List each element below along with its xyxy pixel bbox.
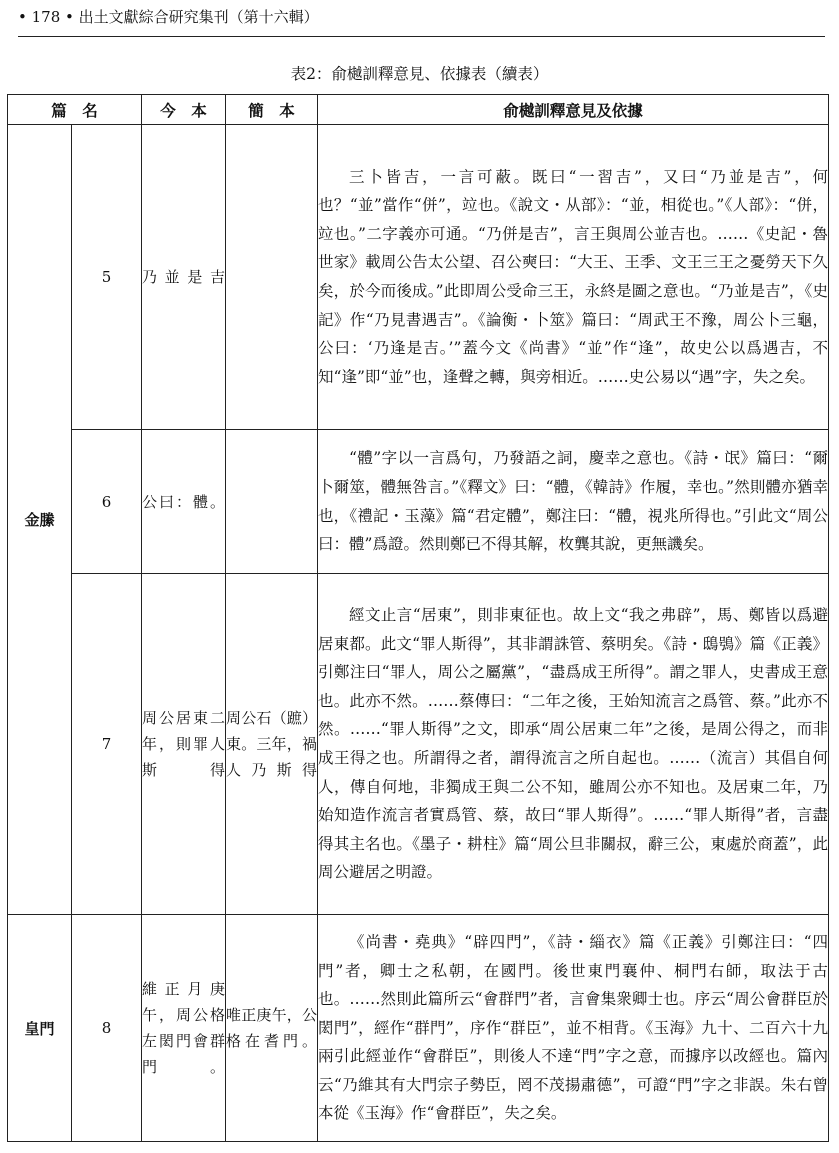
jianben-text [226, 125, 318, 430]
jinben-text: 乃並是吉 [142, 125, 226, 430]
row-number: 8 [72, 915, 142, 1142]
chapter-name-jinteng: 金縢 [8, 125, 72, 915]
opinion-text: “體”字以一言爲句，乃發語之詞，慶幸之意也。《詩・氓》篇曰：“爾卜爾筮，體無咎言。”《釋文》曰：“體，《韓詩》作履，幸也。”然則體亦猶幸也，《禮記・玉藻》篇“君定體”，鄭注曰：“體，視兆所得也。”引此文“周公曰：體”爲證。然則鄭已不得其解，枚龔其說，更無譏矣。 [318, 449, 828, 554]
row-number: 6 [72, 430, 142, 574]
table-header-row [8, 95, 829, 125]
jianben-text: 唯正庚午，公格在耆門。 [226, 915, 318, 1142]
table-row [8, 125, 829, 430]
jinben-text: 維正月庚午，周公格左閎門會群門。 [142, 915, 226, 1142]
table-row [8, 915, 829, 1142]
header-name: 篇 名 [8, 95, 142, 125]
row-number: 5 [72, 125, 142, 430]
jianben-text [226, 430, 318, 574]
header-rule [18, 36, 825, 37]
header-jianben: 簡 本 [226, 95, 318, 125]
table-row [8, 430, 829, 574]
table-row [8, 574, 829, 915]
header-jinben: 今 本 [142, 95, 226, 125]
opinion-cell [318, 915, 829, 1142]
header-opinion: 俞樾訓釋意見及依據 [318, 95, 829, 125]
opinion-text: 三卜皆吉，一言可蔽。既曰“一習吉”，又曰“乃並是吉”，何也？“並”當作“併”，竝也。《說文・从部》：“並，相從也。”《人部》：“併，竝也。”二字義亦可通。“乃併是吉”，言王與周公並吉也。……《史記・魯世家》載周公告太公望、召公奭曰：“大王、王季、文王三王之憂勞天下久矣，於今而後成。”此即周公受命三王，永終是圖之意也。“乃並是吉”，《史記》作“乃見書遇吉”。《論衡・卜筮》篇曰：“周武王不豫，周公卜三龜，公曰：‘乃逢是吉。’”蓋今文《尚書》“並”作“逢”，故史公以爲遇吉，不知“逢”即“並”也，逢聲之轉，與旁相近。……史公易以“遇”字，失之矣。 [318, 167, 828, 386]
opinion-cell [318, 125, 829, 430]
opinion-cell [318, 430, 829, 574]
jinben-text: 周公居東二年，則罪人斯得 [142, 574, 226, 915]
chapter-name-huangmen: 皇門 [8, 915, 72, 1142]
opinion-cell [318, 574, 829, 915]
running-header: • 178 • 出土文獻綜合研究集刊（第十六輯） [18, 8, 319, 26]
opinion-table [7, 94, 829, 1142]
opinion-text: 經文止言“居東”，則非東征也。故上文“我之弗辟”，馬、鄭皆以爲避居東都。此文“罪人斯得”，其非謂誅管、蔡明矣。《詩・鴟鴞》篇《正義》引鄭注曰“罪人，周公之屬黨”，“盡爲成王所得”。謂之罪人，史書成王意也。此亦不然。……蔡傳曰：“二年之後，王始知流言之爲管、蔡。”此亦不然。……“罪人斯得”之文，即承“周公居東二年”之後，是周公得之，而非成王得之也。所謂得之者，謂得流言之所自起也。……（流言）其倡自何人，傳自何地，非獨成王與二公不知，雖周公亦不知也。及居東二年，乃始知造作流言者實爲管、蔡，故曰“罪人斯得”。……“罪人斯得”者，言盡得其主名也。《墨子・耕柱》篇“周公旦非關叔，辭三公，東處於商蓋”，此周公避居之明證。 [318, 606, 828, 882]
jianben-text: 周公石（蹠）東。三年，禍人乃斯得 [226, 574, 318, 915]
jinben-text: 公曰：體。 [142, 430, 226, 574]
opinion-text: 《尚書・堯典》“辟四門”，《詩・緇衣》篇《正義》引鄭注曰：“四門”者，卿士之私朝，在國門。後世東門襄仲、桐門右師，取法于古也。……然則此篇所云“會群門”者，言會集衆卿士也。序云“周公會群臣於閎門”，經作“群門”，序作“群臣”，並不相背。《玉海》九十、二百六十九兩引此經並作“會群臣”，則後人不達“門”字之意，而據序以改經也。篇內云“乃維其有大門宗子勢臣，罔不茂揚肅德”，可證“門”字之非誤。朱右曾本從《玉海》作“會群臣”，失之矣。 [318, 932, 828, 1123]
row-number: 7 [72, 574, 142, 915]
table-caption: 表2：俞樾訓釋意見、依據表（續表） [290, 65, 549, 83]
